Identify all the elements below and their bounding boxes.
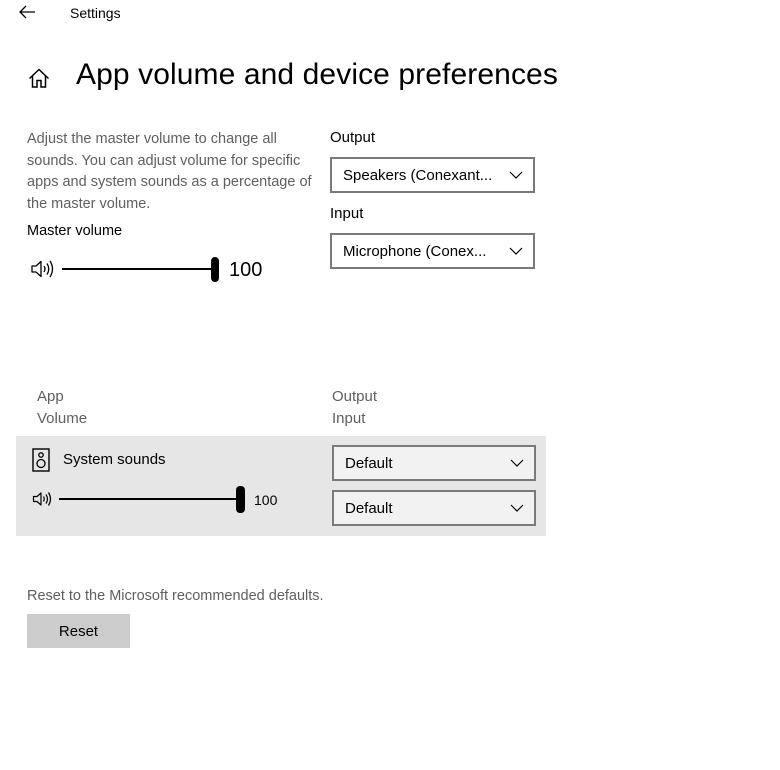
master-volume-slider-track[interactable] [62,268,216,270]
system-sounds-output-dropdown[interactable] [332,445,536,481]
page-title: App volume and device preferences [76,58,558,91]
input-header-label: Input [332,410,366,427]
chevron-down-icon [509,171,523,179]
system-sounds-volume-slider-track[interactable] [59,498,241,500]
speaker-icon[interactable] [30,258,56,280]
speaker-icon[interactable] [32,490,54,508]
volume-header-label: Volume [37,410,88,427]
output-label: Output [330,129,376,146]
master-volume-description: Adjust the master volume to change all sounds. You can adjust volume for specific apps and system sounds as a percentage of the master volume. [27,131,312,212]
back-button[interactable] [14,0,42,24]
chevron-down-icon [510,459,524,467]
reset-description: Reset to the Microsoft recommended defaults. [27,588,324,604]
system-sounds-label: System sounds [63,451,166,468]
reset-button[interactable]: Reset [27,614,130,648]
input-device-dropdown[interactable] [330,233,535,269]
system-sounds-icon [32,448,50,472]
output-device-dropdown[interactable] [330,157,535,193]
app-header-label: App [37,388,64,405]
system-sounds-volume-value: 100 [254,492,278,508]
system-sounds-volume-slider-thumb[interactable] [236,486,245,513]
system-sounds-input-value: Default [345,499,393,517]
chevron-down-icon [509,247,523,255]
chevron-down-icon [510,504,524,512]
device-column-header [332,386,377,430]
home-icon[interactable] [27,66,51,90]
system-sounds-output-value: Default [345,454,393,472]
output-header-label: Output [332,388,378,405]
master-volume-value: 100 [229,259,263,281]
master-volume-slider-thumb[interactable] [211,257,219,282]
system-sounds-input-dropdown[interactable] [332,490,536,526]
output-device-value: Speakers (Conexant... [343,166,493,184]
back-arrow-icon [14,0,42,24]
input-label: Input [330,205,364,222]
input-device-value: Microphone (Conex... [343,242,487,260]
app-column-header [37,386,87,430]
master-volume-label: Master volume [27,223,123,239]
window-title: Settings [70,5,121,21]
